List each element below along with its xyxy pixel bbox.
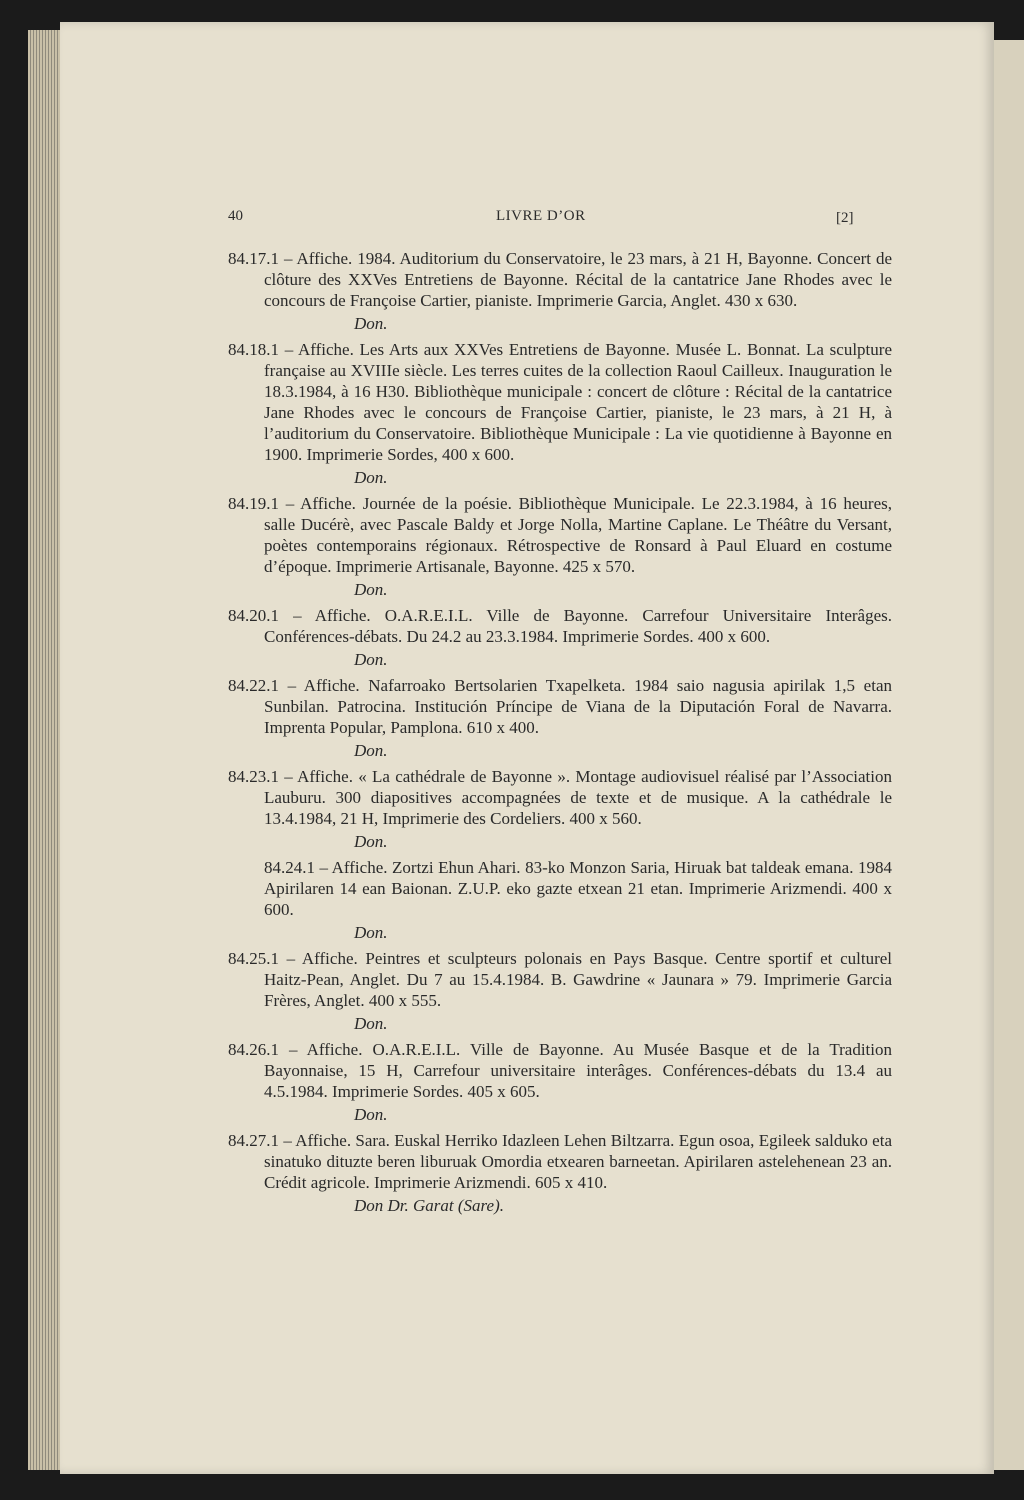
entry-provenance: Don. — [354, 1014, 388, 1033]
entry-text: 84.27.1 – Affiche. Sara. Euskal Herriko Idazleen Lehen Biltzarra. Egun osoa, Egileek salduko eta sinatuko dituzte beren liburuak Omordia etxearen barneetan. Apirilaren astelehenean 23 an. Crédit agricole. Imprimerie Arizmendi. 605 x 410. — [228, 1131, 892, 1192]
catalog-entry — [228, 1130, 892, 1216]
entry-text: 84.19.1 – Affiche. Journée de la poésie. Bibliothèque Municipale. Le 22.3.1984, à 16 heures, salle Ducérè, avec Pascale Baldy et Jorge Nolla, Martine Caplane. Le Théâtre du Versant, poètes contemporains régionaux. Rétrospective de Ronsard à Paul Eluard en costume d’époque. Imprimerie Artisanale, Bayonne. 425 x 570. — [228, 494, 892, 576]
catalog-entry — [228, 493, 892, 600]
entry-text: 84.17.1 – Affiche. 1984. Auditorium du Conservatoire, le 23 mars, à 21 H, Bayonne. Concert de clôture des XXVes Entretiens de Bayonne. Récital de la cantatrice Jane Rhodes avec le concours de Françoise Cartier, pianiste. Imprimerie Garcia, Anglet. 430 x 630. — [228, 249, 892, 310]
catalog-entry — [228, 948, 892, 1034]
catalog-entry — [228, 766, 892, 852]
catalog-entry — [228, 857, 892, 943]
entry-text: 84.25.1 – Affiche. Peintres et sculpteurs polonais en Pays Basque. Centre sportif et culturel Haitz-Pean, Anglet. Du 7 au 15.4.1984. B. Gawdrine « Jaunara » 79. Imprimerie Garcia Frères, Anglet. 400 x 555. — [228, 949, 892, 1010]
entry-text: 84.22.1 – Affiche. Nafarroako Bertsolarien Txapelketa. 1984 saio nagusia apirilak 1,5 etan Sunbilan. Patrocina. Institución Príncipe de Viana de la Diputación Foral de Navarra. Imprenta Popular, Pamplona. 610 x 400. — [228, 676, 892, 737]
catalog-entry — [228, 605, 892, 670]
book-page — [60, 22, 994, 1474]
catalog-entry — [228, 339, 892, 488]
entry-provenance: Don Dr. Garat (Sare). — [354, 1196, 505, 1215]
entry-provenance: Don. — [354, 650, 388, 669]
catalog-entry — [228, 248, 892, 334]
entry-provenance: Don. — [354, 923, 388, 942]
entry-provenance: Don. — [354, 1105, 388, 1124]
entry-provenance: Don. — [354, 741, 388, 760]
entry-text: 84.24.1 – Affiche. Zortzi Ehun Ahari. 83-ko Monzon Saria, Hiruak bat taldeak emana. 1984 Apirilaren 14 ean Baionan. Z.U.P. eko gazte etxean 21 etan. Imprimerie Arizmendi. 400 x 600. — [264, 858, 892, 919]
entry-provenance: Don. — [354, 314, 388, 333]
page-header — [60, 182, 994, 226]
facing-page-edge — [994, 40, 1024, 1470]
entry-provenance: Don. — [354, 832, 388, 851]
page-number: 40 — [228, 208, 243, 224]
entry-text: 84.26.1 – Affiche. O.A.R.E.I.L. Ville de Bayonne. Au Musée Basque et de la Tradition Bayonnaise, 15 H, Carrefour universitaire interâges. Conférences-débats du 13.4 au 4.5.1984. Imprimerie Sordes. 405 x 605. — [228, 1040, 892, 1101]
entry-text: 84.20.1 – Affiche. O.A.R.E.I.L. Ville de Bayonne. Carrefour Universitaire Interâges. Conférences-débats. Du 24.2 au 23.3.1984. Imprimerie Sordes. 400 x 600. — [228, 606, 892, 646]
entry-text: 84.23.1 – Affiche. « La cathédrale de Bayonne ». Montage audiovisuel réalisé par l’Association Lauburu. 300 diapositives accompagnées de texte et de musique. A la cathédrale le 13.4.1984, 21 H, Imprimerie des Cordeliers. 400 x 560. — [228, 767, 892, 828]
entry-text: 84.18.1 – Affiche. Les Arts aux XXVes Entretiens de Bayonne. Musée L. Bonnat. La sculpture française au XVIIIe siècle. Les terres cuites de la collection Raoul Cailleux. Inauguration le 18.3.1984, à 16 H30. Bibliothèque municipale : concert de clôture : Récital de la cantatrice Jane Rhodes avec le concours de Françoise Cartier, pianiste, le 23 mars, à 21 H, à l’auditorium du Conservatoire. Bibliothèque Municipale : La vie quotidienne à Bayonne en 1900. Imprimerie Sordes, 400 x 600. — [228, 340, 892, 464]
catalog-entries — [228, 248, 892, 1221]
section-marker: [2] — [836, 210, 854, 226]
catalog-entry — [228, 1039, 892, 1125]
entry-provenance: Don. — [354, 468, 388, 487]
catalog-entry — [228, 675, 892, 761]
entry-provenance: Don. — [354, 580, 388, 599]
running-title: LIVRE D’OR — [496, 208, 586, 224]
